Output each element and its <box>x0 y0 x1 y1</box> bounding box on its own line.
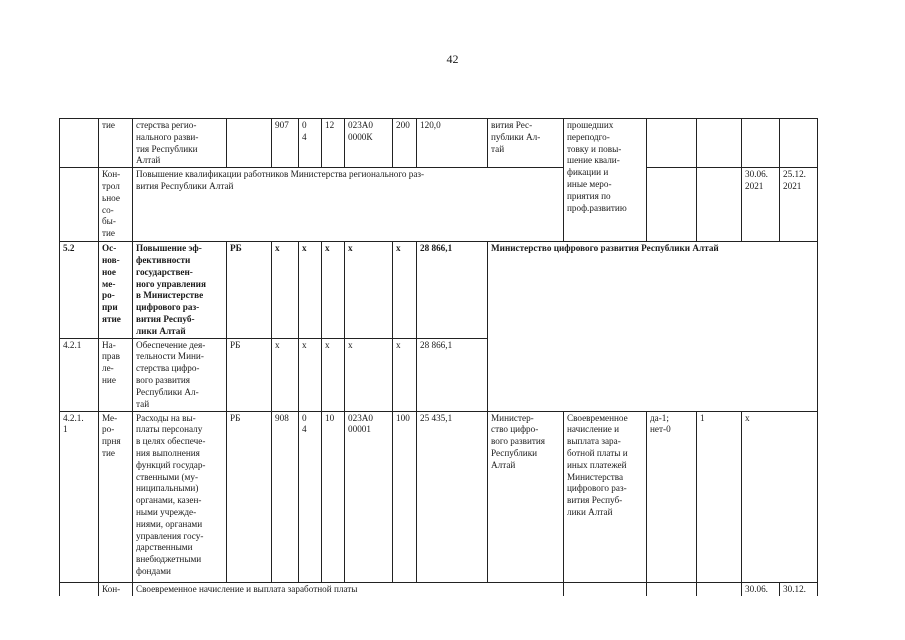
cell-end-date: 30.12. <box>780 582 818 596</box>
cell-type: Ме- ро- прня тие <box>99 411 133 582</box>
cell-gr: 907 <box>272 119 299 168</box>
cell-pr: 10 <box>322 411 345 582</box>
cell-sum: 28 866,1 <box>417 242 488 338</box>
page-number: 42 <box>446 52 459 66</box>
control-event-title: Своевременное начисление и выплата заработной платы <box>133 582 564 596</box>
cell-start-date: 30.06. <box>742 582 780 596</box>
cell-pr: 12 <box>322 119 345 168</box>
cell-plan: х <box>742 411 818 582</box>
cell-type: Кон- <box>99 582 133 596</box>
cell-type: На- прав ле- ние <box>99 338 133 411</box>
cell-indicator <box>647 582 697 596</box>
cell-name: стерства регио- нального разви- тия Республики Алтай <box>133 119 227 168</box>
cell-extra <box>780 119 818 168</box>
cell-num <box>60 582 99 596</box>
control-event-title: Повышение квалификации работников Министерства регионального раз- вития Республики Алтай <box>133 168 564 242</box>
cell-rz: х <box>299 242 322 338</box>
cell-executor: вития Рес- публики Ал- тай <box>488 119 564 168</box>
cell-base <box>697 168 742 242</box>
cell-source <box>227 119 272 168</box>
cell-pr: х <box>322 338 345 411</box>
cell-executor-wide: Министерство цифрового развития Республики Алтай <box>488 242 818 411</box>
cell-indicator: да-1; нет-0 <box>647 411 697 582</box>
cell-vr: 200 <box>393 119 417 168</box>
cell-base: 1 <box>697 411 742 582</box>
cell-source: РБ <box>227 411 272 582</box>
cell-executor: Министер- ство цифро- вого развития Республики Алтай <box>488 411 564 582</box>
cell-sum: 28 866,1 <box>417 338 488 411</box>
table-row <box>60 168 818 242</box>
cell-type: Ос- нов- ное ме- ро- при ятие <box>99 242 133 338</box>
table-row <box>60 411 818 582</box>
cell-name: Обеспечение дея- тельности Мини- стерства цифро- вого развития Республики Ал- тай <box>133 338 227 411</box>
cell-name: Повышение эф- фективности государствен- ного управления в Министерстве цифрового раз- вития Респуб- лики Алтай <box>133 242 227 338</box>
cell-csr: 023А0 00001 <box>345 411 393 582</box>
table-row <box>60 582 818 596</box>
cell-end-date: 25.12. 2021 <box>780 168 818 242</box>
cell-num: 5.2 <box>60 242 99 338</box>
cell-source: РБ <box>227 242 272 338</box>
table-row <box>60 119 818 168</box>
table-row <box>60 242 818 338</box>
cell-num: 4.2.1 <box>60 338 99 411</box>
cell-vr: х <box>393 242 417 338</box>
cell-sum: 25 435,1 <box>417 411 488 582</box>
cell-gr: х <box>272 242 299 338</box>
cell-rz: 0 4 <box>299 411 322 582</box>
cell-base <box>697 582 742 596</box>
cell-sum: 120,0 <box>417 119 488 168</box>
cell-gr: 908 <box>272 411 299 582</box>
cell-result: Своевременное начисление и выплата зара- ботной платы и иных платежей Министерства цифрового раз- вития Респуб- лики Алтай <box>564 411 647 582</box>
cell-result <box>564 582 647 596</box>
cell-csr: х <box>345 242 393 338</box>
cell-plan <box>742 119 780 168</box>
cell-vr: 100 <box>393 411 417 582</box>
cell-rz: 0 4 <box>299 119 322 168</box>
program-table <box>59 118 818 596</box>
cell-pr: х <box>322 242 345 338</box>
cell-type: тие <box>99 119 133 168</box>
cell-start-date: 30.06. 2021 <box>742 168 780 242</box>
cell-csr: х <box>345 338 393 411</box>
cell-name: Расходы на вы- платы персоналу в целях обеспече- ния выполнения функций государ- ственными (му- ниципальными) органами, казен- ными учрежде- ниями, органами управления госу- дарственными внебюджетными фондами <box>133 411 227 582</box>
cell-indicator <box>647 119 697 168</box>
cell-source: РБ <box>227 338 272 411</box>
cell-gr: х <box>272 338 299 411</box>
cell-type: Кон- трол ьное со- бы- тие <box>99 168 133 242</box>
cell-vr: х <box>393 338 417 411</box>
cell-num <box>60 119 99 168</box>
cell-csr: 023А0 0000К <box>345 119 393 168</box>
cell-result: прошедших переподго- товку и повы- шение квали- фикации и иные меро- приятия по проф.развитию <box>564 119 647 242</box>
cell-num: 4.2.1. 1 <box>60 411 99 582</box>
cell-indicator <box>647 168 697 242</box>
cell-base <box>697 119 742 168</box>
cell-num <box>60 168 99 242</box>
cell-rz: х <box>299 338 322 411</box>
